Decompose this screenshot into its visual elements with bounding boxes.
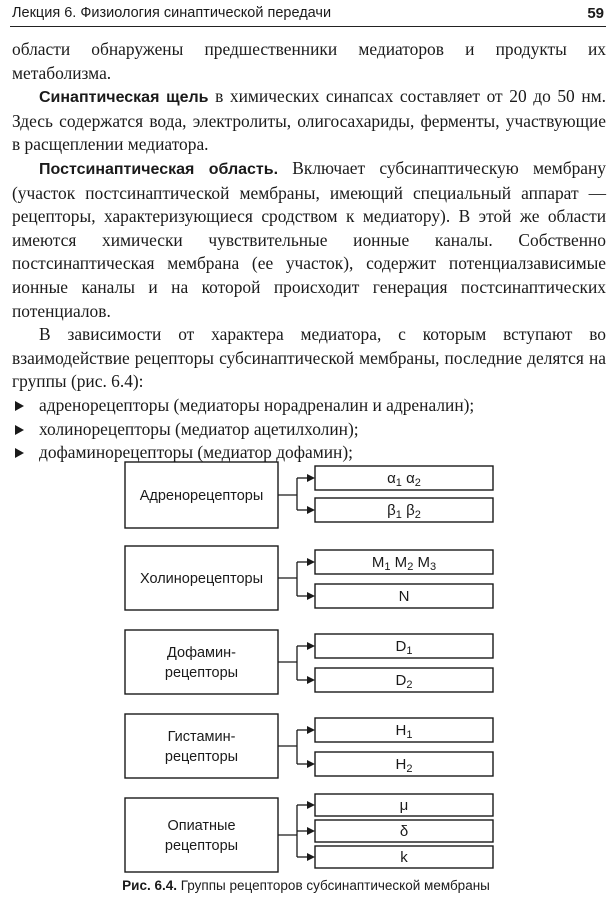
page-number: 59 xyxy=(587,5,604,22)
arrow-head xyxy=(307,506,315,514)
caption-text: Группы рецепторов субсинаптической мембраны xyxy=(176,878,490,893)
receptor-group-name: рецепторы xyxy=(164,665,239,681)
list-item: адренорецепторы (медиаторы норадреналин и адреналин); xyxy=(12,394,606,418)
subtype-label: H2 xyxy=(395,756,413,775)
receptor-group-name: Дофамин- xyxy=(167,645,236,661)
subtype-label: α1 α2 xyxy=(387,470,421,489)
arrow-head xyxy=(307,827,315,835)
arrow-head xyxy=(307,801,315,809)
figure-caption xyxy=(0,878,612,893)
receptor-group-box xyxy=(125,714,278,778)
arrow-head xyxy=(307,474,315,482)
receptor-group-name: Опиатные xyxy=(167,818,236,834)
arrow-head xyxy=(307,592,315,600)
subtype-label: H1 xyxy=(395,722,413,741)
subtype-label: μ xyxy=(399,797,409,814)
arrow-head xyxy=(307,853,315,861)
arrow-head xyxy=(307,558,315,566)
paragraph-1: области обнаружены предшественники медиаторов и продукты их метаболизма. xyxy=(12,39,606,83)
receptor-group-box xyxy=(125,798,278,872)
subtype-label: k xyxy=(400,849,408,866)
receptor-group-name: Адренорецепторы xyxy=(139,488,264,504)
caption-label: Рис. 6.4. xyxy=(122,878,177,893)
header-title: Лекция 6. Физиология синаптической передачи xyxy=(12,5,332,21)
subtype-label: δ xyxy=(399,823,409,840)
receptor-group-name: Гистамин- xyxy=(167,729,236,745)
subtype-label: D1 xyxy=(395,638,413,657)
list-item: холинорецепторы (медиатор ацетилхолин); xyxy=(12,418,606,442)
arrow-head xyxy=(307,642,315,650)
arrow-head xyxy=(307,676,315,684)
arrow-head xyxy=(307,760,315,768)
receptor-group-box xyxy=(125,630,278,694)
subtype-label: M1 M2 M3 xyxy=(371,554,437,573)
paragraph-2-text: в химических синапсах составляет от 20 до 50 нм. Здесь содержатся вода, электролиты, олигосахариды, ферменты, участвующие в расщеплении медиатора. xyxy=(12,86,607,155)
list-item: дофаминорецепторы (медиатор дофамин); xyxy=(12,441,606,465)
term-postsynaptic-area: Постсинаптическая область. xyxy=(39,160,279,178)
paragraph-4: В зависимости от характера медиатора, с которым вступают во взаимодействие рецепторы субсинаптической мембраны, последние делятся на группы (рис. 6.4): xyxy=(12,324,606,392)
receptor-group-name: рецепторы xyxy=(164,749,239,765)
subtype-label: D2 xyxy=(395,672,413,691)
receptor-group-name: рецепторы xyxy=(164,838,239,854)
subtype-label: β1 β2 xyxy=(387,502,421,521)
term-synaptic-cleft: Синаптическая щель xyxy=(39,89,209,107)
arrow-head xyxy=(307,726,315,734)
subtype-label: N xyxy=(398,588,410,605)
paragraph-3-text: Включает субсинаптическую мембрану (участок постсинаптической мембраны, имеющий специальный аппарат — рецепторы, характеризующиеся сродством к медиатору). В этой же области имеются химически чувствительные ионные каналы. Собственно постсинаптическая мембрана (ее участок), содержит потенциалзависимые ионные каналы и на которой происходит генерация постсинаптических потенциалов. xyxy=(12,157,606,321)
receptor-group-name: Холинорецепторы xyxy=(139,571,264,587)
